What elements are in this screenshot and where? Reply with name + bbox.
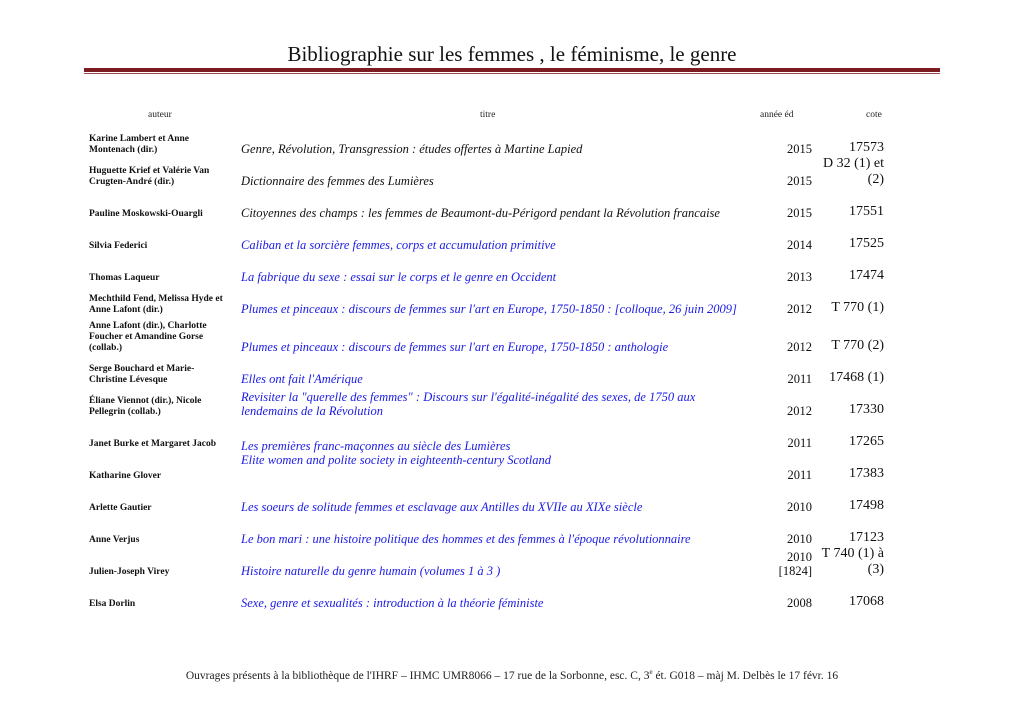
year-line: [1824] (778, 564, 812, 578)
year-line: 2010 (787, 550, 812, 564)
year-line: 2015 (787, 206, 812, 220)
cote-line: T 770 (2) (831, 338, 884, 353)
year-line: 2015 (787, 142, 812, 156)
table-row (0, 223, 1024, 255)
author-cell (89, 471, 239, 482)
cote-line: 17474 (849, 268, 884, 283)
footer-text: Ouvrages présents à la bibliothèque de l'IHRF – IHMC UMR8066 – 17 rue de la Sorbonne, esc. C, 3 (185, 669, 650, 682)
cote-line: (2) (867, 172, 884, 187)
header-titre: titre (480, 110, 496, 120)
table-row (0, 287, 1024, 319)
title-line[interactable]: Plumes et pinceaux : discours de femmes sur l'art en Europe, 1750-1850 : [colloque, 26 juin 2009] (241, 302, 737, 316)
title-line[interactable]: Elles ont fait l'Amérique (241, 372, 363, 386)
year-cell (787, 436, 812, 450)
table-row (0, 319, 1024, 357)
author-cell (89, 209, 239, 220)
year-line: 2015 (787, 174, 812, 188)
page-title: Bibliographie sur les femmes , le féminisme, le genre (287, 42, 737, 66)
table-row (0, 255, 1024, 287)
cote-line: 17265 (849, 434, 884, 449)
cote-cell (822, 546, 884, 578)
title-link[interactable] (241, 596, 761, 610)
cote-line: 17068 (849, 594, 884, 609)
author-line: Pauline Moskowski-Ouargli (89, 209, 203, 219)
author-cell (89, 134, 239, 156)
cote-line: D 32 (1) et (822, 156, 884, 171)
table-row (0, 389, 1024, 421)
cote-line: 17330 (849, 402, 884, 417)
year-cell (787, 302, 812, 316)
title-line: Genre, Révolution, Transgression : études offertes à Martine Lapied (241, 142, 583, 156)
author-line: Anne Lafont (dir.), Charlotte (89, 321, 207, 331)
author-cell (89, 273, 239, 284)
author-cell (89, 439, 239, 450)
title-cell (241, 174, 761, 188)
title-line: Citoyennes des champs : les femmes de Beaumont-du-Périgord pendant la Révolution francaise (241, 206, 720, 220)
author-line: Mechthild Fend, Melissa Hyde et (89, 294, 223, 304)
cote-line: (3) (867, 562, 884, 577)
year-cell (787, 238, 812, 252)
title-link[interactable] (241, 564, 761, 578)
author-line: Silvia Federici (89, 241, 148, 251)
cote-cell (849, 236, 884, 252)
year-cell (787, 206, 812, 220)
year-cell (787, 174, 812, 188)
author-cell (89, 567, 239, 578)
author-line: Katharine Glover (89, 471, 162, 481)
cote-cell (849, 268, 884, 284)
table-row (0, 156, 1024, 191)
year-cell (787, 596, 812, 610)
author-line: Julien-Joseph Virey (89, 567, 170, 577)
title-link[interactable] (241, 270, 761, 284)
author-cell (89, 535, 239, 546)
title-line[interactable]: Sexe, genre et sexualités : introduction à la théorie féministe (241, 596, 544, 610)
year-line: 2008 (787, 596, 812, 610)
author-line: Anne Lafont (dir.) (89, 305, 163, 315)
year-cell (787, 340, 812, 354)
title-link[interactable] (241, 238, 761, 252)
page-footer (0, 668, 1024, 682)
author-line: Pellegrin (collab.) (89, 407, 161, 417)
title-rule-thick (84, 68, 940, 72)
header-cote: cote (866, 110, 882, 120)
table-row (0, 485, 1024, 517)
cote-cell (831, 338, 884, 354)
author-line: Arlette Gautier (89, 503, 152, 513)
cote-cell (849, 140, 884, 156)
author-line: Éliane Viennot (dir.), Nicole (89, 396, 202, 406)
title-link[interactable] (241, 532, 761, 546)
year-cell (787, 372, 812, 386)
author-line: Montenach (dir.) (89, 145, 158, 155)
cote-cell (849, 530, 884, 546)
cote-line: 17123 (849, 530, 884, 545)
author-cell (89, 241, 239, 252)
title-line[interactable]: Revisiter la "querelle des femmes" : Discours sur l'égalité-inégalité des sexes, de 1750 aux (241, 390, 696, 404)
cote-line: 17383 (849, 466, 884, 481)
year-cell (787, 532, 812, 546)
year-line: 2010 (787, 532, 812, 546)
year-line: 2013 (787, 270, 812, 284)
author-cell (89, 321, 239, 354)
cote-line: 17573 (849, 140, 884, 155)
title-link[interactable] (241, 500, 761, 514)
title-line[interactable]: Le bon mari : une histoire politique des hommes et des femmes à l'époque révolutionnaire (241, 532, 691, 546)
title-line[interactable]: Les soeurs de solitude femmes et esclavage aux Antilles du XVIIe au XIXe siècle (241, 500, 643, 514)
title-line[interactable]: Elite women and polite society in eighteenth-century Scotland (241, 453, 551, 467)
author-line: Janet Burke et Margaret Jacob (89, 439, 216, 449)
title-line[interactable]: Histoire naturelle du genre humain (volumes 1 à 3 ) (241, 564, 501, 578)
cote-cell (849, 402, 884, 418)
cote-cell (831, 300, 884, 316)
header-auteur: auteur (148, 110, 172, 120)
author-line: Foucher et Amandine Gorse (89, 332, 204, 342)
title-cell (241, 206, 761, 220)
cote-line: 17498 (849, 498, 884, 513)
cote-cell (849, 204, 884, 220)
title-link[interactable] (241, 372, 761, 386)
title-line[interactable]: Les premières franc-maçonnes au siècle des Lumières (241, 439, 511, 453)
year-cell (787, 500, 812, 514)
author-line: Elsa Dorlin (89, 599, 136, 609)
title-line[interactable]: lendemains de la Révolution (241, 404, 383, 418)
year-line: 2012 (787, 404, 812, 418)
cote-cell (849, 498, 884, 514)
table-row (0, 581, 1024, 613)
cote-cell (849, 466, 884, 482)
year-cell (787, 270, 812, 284)
table-row (0, 453, 1024, 485)
author-line: Huguette Krief et Valérie Van (89, 166, 210, 176)
table-row (0, 191, 1024, 223)
author-cell (89, 166, 239, 188)
year-cell (779, 550, 812, 578)
author-line: Karine Lambert et Anne (89, 134, 190, 144)
title-line[interactable]: La fabrique du sexe : essai sur le corps et le genre en Occident (241, 270, 557, 284)
author-line: (collab.) (89, 343, 122, 353)
cote-line: 17468 (1) (829, 370, 884, 385)
table-row (0, 357, 1024, 389)
header-annee: année éd (760, 110, 794, 120)
author-line: Serge Bouchard et Marie- (89, 364, 195, 374)
title-cell (241, 142, 761, 156)
title-link[interactable] (241, 302, 761, 316)
author-cell (89, 599, 239, 610)
year-line: 2011 (787, 372, 812, 386)
year-line: 2010 (787, 500, 812, 514)
table-row (0, 421, 1024, 467)
cote-line: 17525 (849, 236, 884, 251)
title-line[interactable]: Caliban et la sorcière femmes, corps et accumulation primitive (241, 238, 556, 252)
year-cell (787, 404, 812, 418)
cote-line: T 740 (1) à (821, 546, 884, 561)
year-cell (787, 142, 812, 156)
cote-cell (823, 156, 884, 188)
footer-superscript: e (649, 668, 653, 676)
table-row (0, 546, 1024, 581)
year-line: 2012 (787, 302, 812, 316)
table-row (0, 517, 1024, 549)
author-cell (89, 364, 239, 386)
author-cell (89, 503, 239, 514)
cote-cell (849, 434, 884, 450)
author-cell (89, 294, 239, 316)
author-line: Thomas Laqueur (89, 273, 160, 283)
year-line: 2011 (787, 436, 812, 450)
author-line: Anne Verjus (89, 535, 140, 545)
year-line: 2014 (787, 238, 812, 252)
author-line: Crugten-André (dir.) (89, 177, 175, 187)
title-link[interactable] (241, 390, 761, 418)
title-line: Dictionnaire des femmes des Lumières (241, 174, 434, 188)
title-link[interactable] (241, 340, 761, 354)
year-line: 2012 (787, 340, 812, 354)
cote-line: T 770 (1) (831, 300, 884, 315)
author-line: Christine Lévesque (89, 375, 168, 385)
cote-cell (849, 594, 884, 610)
year-line: 2011 (787, 468, 812, 482)
title-rule-thin (84, 73, 940, 74)
footer-text: ét. G018 – màj M. Delbès le 17 févr. 16 (652, 669, 839, 682)
table-row (0, 127, 1024, 159)
cote-cell (829, 370, 884, 386)
title-line[interactable]: Plumes et pinceaux : discours de femmes sur l'art en Europe, 1750-1850 : anthologie (241, 340, 669, 354)
author-cell (89, 396, 239, 418)
cote-line: 17551 (849, 204, 884, 219)
year-cell (787, 468, 812, 482)
